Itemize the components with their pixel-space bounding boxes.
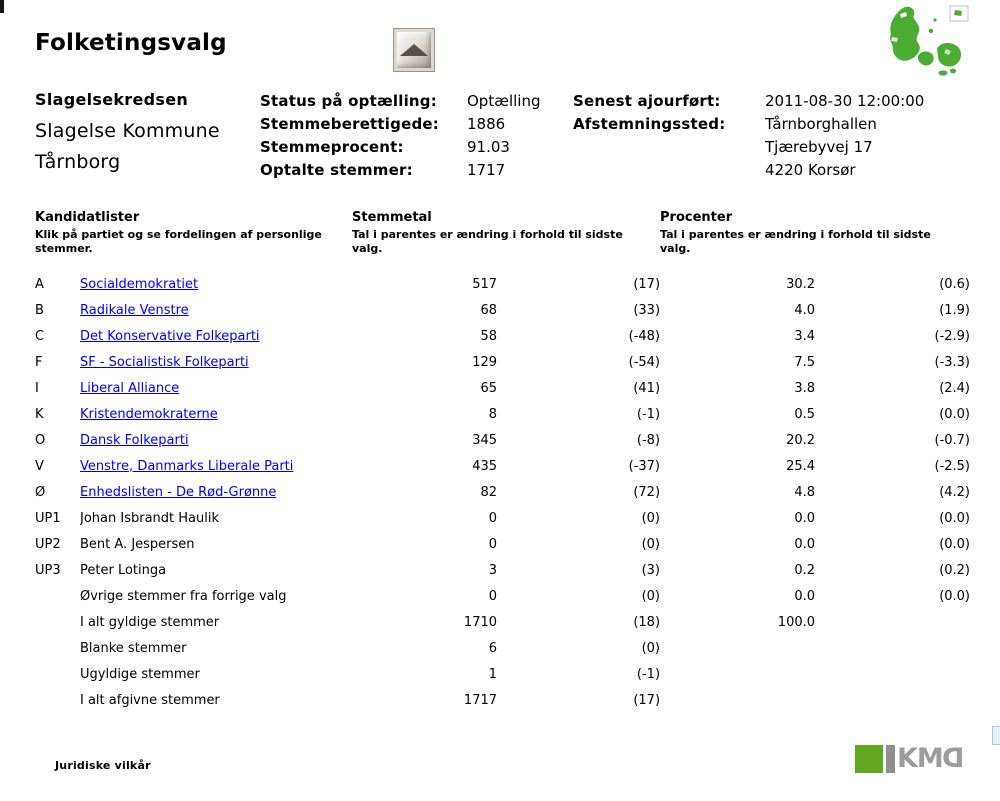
percent-change: (0.2)	[939, 562, 971, 578]
row-letter: K	[35, 406, 44, 422]
votes-change: (0)	[641, 640, 661, 656]
turnout-percent-label: Stemmeprocent:	[260, 138, 404, 156]
row-letter	[35, 635, 80, 661]
percent-value	[660, 635, 815, 661]
percent-change: (-0.7)	[934, 432, 971, 448]
percent-value: 0.0	[794, 510, 816, 526]
votes-value: 517	[472, 276, 498, 292]
votes-value: 1	[488, 666, 498, 682]
row-label: I alt gyldige stemmer	[80, 614, 220, 630]
table-row	[35, 323, 970, 349]
votes-value: 435	[472, 458, 498, 474]
votes-change: (18)	[633, 614, 661, 630]
column-header-stemmetal: Stemmetal	[352, 210, 432, 225]
percent-value: 3.4	[794, 328, 816, 344]
update-location-block	[573, 90, 924, 182]
column-subtext-kandidatlister: Klik på partiet og se fordelingen af personlige stemmer.	[35, 228, 322, 255]
party-link[interactable]: Venstre, Danmarks Liberale Parti	[80, 458, 294, 474]
percent-value: 4.8	[794, 484, 816, 500]
row-label: Peter Lotinga	[80, 562, 167, 578]
row-name-cell	[80, 661, 352, 687]
row-name-cell	[80, 349, 352, 375]
party-link[interactable]: Enhedslisten - De Rød-Grønne	[80, 484, 277, 500]
votes-value: 0	[488, 510, 498, 526]
row-name-cell	[80, 427, 352, 453]
table-row	[35, 479, 970, 505]
eligible-voters-label: Stemmeberettigede:	[260, 115, 439, 133]
row-name-cell	[80, 479, 352, 505]
votes-change: (-48)	[628, 328, 661, 344]
votes-value: 0	[488, 536, 498, 552]
percent-change: (4.2)	[939, 484, 971, 500]
page-title: Folketingsvalg	[35, 30, 227, 56]
table-row	[35, 427, 970, 453]
percent-change: (2.4)	[939, 380, 971, 396]
row-letter: C	[35, 328, 45, 344]
votes-change: (17)	[633, 692, 661, 708]
votes-change: (-54)	[628, 354, 661, 370]
votes-value: 345	[472, 432, 498, 448]
column-header-procenter: Procenter	[660, 210, 733, 225]
percent-value	[660, 687, 815, 713]
percent-value: 4.0	[794, 302, 816, 318]
percent-change: (0.0)	[939, 406, 971, 422]
percent-value: 7.5	[794, 354, 816, 370]
votes-change: (41)	[633, 380, 661, 396]
table-row	[35, 297, 970, 323]
column-subtext-procenter: Tal i parentes er ændring i forhold til sidste valg.	[660, 228, 931, 255]
percent-value: 25.4	[786, 458, 816, 474]
kmd-logo	[855, 744, 964, 774]
votes-change: (3)	[641, 562, 661, 578]
row-name-cell	[80, 271, 352, 297]
percent-change: (0.6)	[939, 276, 971, 292]
table-row	[35, 505, 970, 531]
table-row	[35, 401, 970, 427]
screen-edge-artifact	[992, 726, 1000, 745]
table-row	[35, 557, 970, 583]
counted-votes-value: 1717	[467, 161, 506, 179]
party-link[interactable]: Socialdemokratiet	[80, 276, 199, 292]
votes-change: (0)	[641, 510, 661, 526]
percent-change: (-3.3)	[934, 354, 971, 370]
polling-place-city: 4220 Korsør	[765, 161, 856, 179]
percent-value: 100.0	[777, 614, 816, 630]
votes-change: (-8)	[636, 432, 661, 448]
polling-place-street: Tjærebyvej 17	[765, 138, 873, 156]
row-letter	[35, 661, 80, 687]
percent-change: (-2.5)	[934, 458, 971, 474]
percent-value: 20.2	[786, 432, 816, 448]
kmd-logo-green-square	[855, 745, 883, 773]
percent-change	[815, 609, 970, 635]
percent-change: (0.0)	[939, 588, 971, 604]
count-status-block	[260, 90, 540, 182]
row-letter	[35, 687, 80, 713]
row-letter: A	[35, 276, 44, 292]
table-row	[35, 271, 970, 297]
row-letter: UP1	[35, 510, 61, 526]
percent-change: (-2.9)	[934, 328, 971, 344]
table-row	[35, 531, 970, 557]
table-header-row	[35, 210, 970, 271]
up-arrow-icon	[400, 44, 428, 56]
status-value: Optælling	[467, 92, 541, 110]
row-name-cell	[80, 375, 352, 401]
kmd-logo-text: KMD	[897, 743, 965, 774]
votes-value: 1717	[463, 692, 498, 708]
row-letter: V	[35, 458, 44, 474]
percent-change: (1.9)	[939, 302, 971, 318]
party-link[interactable]: SF - Socialistisk Folkeparti	[80, 354, 249, 370]
votes-change: (-1)	[636, 666, 661, 682]
percent-change	[815, 661, 970, 687]
row-label: Bent A. Jespersen	[80, 536, 195, 552]
area-info	[35, 90, 220, 182]
votes-value: 82	[480, 484, 498, 500]
row-name-cell	[80, 583, 352, 609]
row-letter	[35, 609, 80, 635]
status-label: Status på optælling:	[260, 92, 437, 110]
percent-change	[815, 635, 970, 661]
party-link[interactable]: Radikale Venstre	[80, 302, 189, 318]
votes-value: 6	[488, 640, 498, 656]
column-subtext-stemmetal: Tal i parentes er ændring i forhold til sidste valg.	[352, 228, 623, 255]
last-updated-label: Senest ajourført:	[573, 92, 721, 110]
percent-change: (0.0)	[939, 510, 971, 526]
party-link[interactable]: Liberal Alliance	[80, 380, 180, 396]
table-row	[35, 687, 970, 713]
row-letter: Ø	[35, 484, 46, 500]
percent-value: 0.5	[794, 406, 816, 422]
row-name-cell	[80, 609, 352, 635]
eligible-voters-value: 1886	[467, 115, 506, 133]
legal-terms-link[interactable]: Juridiske vilkår	[55, 759, 151, 772]
row-name-cell	[80, 323, 352, 349]
results-table-body	[35, 271, 970, 713]
column-header-kandidatlister: Kandidatlister	[35, 210, 140, 225]
table-row	[35, 375, 970, 401]
row-letter: UP2	[35, 536, 61, 552]
row-label: Blanke stemmer	[80, 640, 187, 656]
percent-change	[815, 687, 970, 713]
last-updated-value: 2011-08-30 12:00:00	[765, 92, 925, 110]
polling-area-name: Tårnborg	[35, 151, 121, 173]
votes-change: (0)	[641, 536, 661, 552]
row-name-cell	[80, 505, 352, 531]
votes-value: 3	[488, 562, 498, 578]
row-name-cell	[80, 687, 352, 713]
polling-place-name: Tårnborghallen	[765, 115, 877, 133]
table-row	[35, 583, 970, 609]
row-label: Ugyldige stemmer	[80, 666, 200, 682]
row-name-cell	[80, 453, 352, 479]
results-table	[35, 210, 970, 713]
table-row	[35, 453, 970, 479]
votes-change: (0)	[641, 588, 661, 604]
party-link[interactable]: Dansk Folkeparti	[80, 432, 189, 448]
scroll-up-button[interactable]	[393, 28, 435, 72]
polling-place-label: Afstemningssted:	[573, 115, 726, 133]
party-link[interactable]: Kristendemokraterne	[80, 406, 218, 422]
votes-value: 1710	[463, 614, 498, 630]
percent-value: 0.0	[794, 536, 816, 552]
denmark-map-icon[interactable]	[876, 4, 978, 82]
row-name-cell	[80, 297, 352, 323]
votes-value: 58	[480, 328, 498, 344]
votes-value: 68	[480, 302, 498, 318]
row-name-cell	[80, 531, 352, 557]
votes-change: (-1)	[636, 406, 661, 422]
percent-change: (0.0)	[939, 536, 971, 552]
votes-change: (-37)	[628, 458, 661, 474]
row-letter: F	[35, 354, 43, 370]
percent-value	[660, 661, 815, 687]
row-name-cell	[80, 635, 352, 661]
votes-value: 0	[488, 588, 498, 604]
counted-votes-label: Optalte stemmer:	[260, 161, 413, 179]
table-row	[35, 661, 970, 687]
municipality-name: Slagelse Kommune	[35, 120, 220, 142]
row-letter	[35, 583, 80, 609]
row-name-cell	[80, 557, 352, 583]
kmd-logo-gray-bar	[886, 745, 895, 773]
votes-value: 65	[480, 380, 498, 396]
district-name: Slagelsekredsen	[35, 90, 189, 109]
table-row	[35, 609, 970, 635]
percent-value: 0.0	[794, 588, 816, 604]
votes-change: (33)	[633, 302, 661, 318]
row-label: I alt afgivne stemmer	[80, 692, 220, 708]
row-letter: O	[35, 432, 46, 448]
percent-value: 0.2	[794, 562, 816, 578]
row-letter: B	[35, 302, 44, 318]
row-label: Øvrige stemmer fra forrige valg	[80, 588, 287, 604]
votes-change: (17)	[633, 276, 661, 292]
turnout-percent-value: 91.03	[467, 138, 510, 156]
row-name-cell	[80, 401, 352, 427]
percent-value: 30.2	[786, 276, 816, 292]
party-link[interactable]: Det Konservative Folkeparti	[80, 328, 260, 344]
row-label: Johan Isbrandt Haulik	[80, 510, 219, 526]
row-letter: UP3	[35, 562, 61, 578]
votes-change: (72)	[633, 484, 661, 500]
votes-value: 8	[488, 406, 498, 422]
row-letter: I	[35, 380, 39, 396]
screen-edge-artifact	[0, 0, 4, 13]
votes-value: 129	[472, 354, 498, 370]
table-row	[35, 349, 970, 375]
percent-value: 3.8	[794, 380, 816, 396]
table-row	[35, 635, 970, 661]
